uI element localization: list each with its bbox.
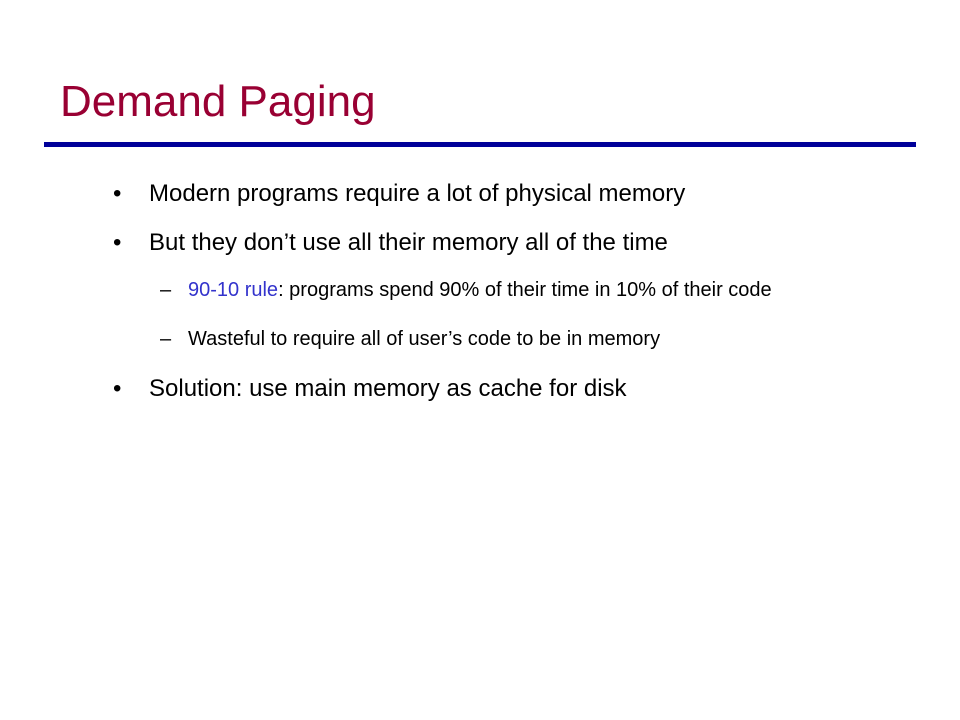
bullet-marker: • <box>113 229 122 256</box>
sub-bullet-item <box>160 325 660 353</box>
sub-bullet-text: : programs spend 90% of their time in 10% of their code <box>278 279 772 301</box>
sub-bullet-highlight: 90-10 rule <box>188 279 279 301</box>
bullet-text: Modern programs require a lot of physical memory <box>149 180 686 207</box>
bullet-item <box>113 178 685 210</box>
slide-title: Demand Paging <box>60 77 376 126</box>
sub-bullet-item <box>160 276 772 304</box>
bullet-item <box>113 373 627 405</box>
bullet-text: But they don’t use all their memory all of the time <box>149 229 668 256</box>
sub-bullet-marker: – <box>160 328 172 350</box>
title-underline-rule <box>44 142 916 147</box>
bullet-marker: • <box>113 375 122 402</box>
sub-bullet-marker: – <box>160 279 172 301</box>
bullet-item <box>113 227 668 259</box>
sub-bullet-text: Wasteful to require all of user’s code to be in memory <box>188 328 661 350</box>
bullet-marker: • <box>113 180 122 207</box>
bullet-text: Solution: use main memory as cache for disk <box>149 375 627 402</box>
